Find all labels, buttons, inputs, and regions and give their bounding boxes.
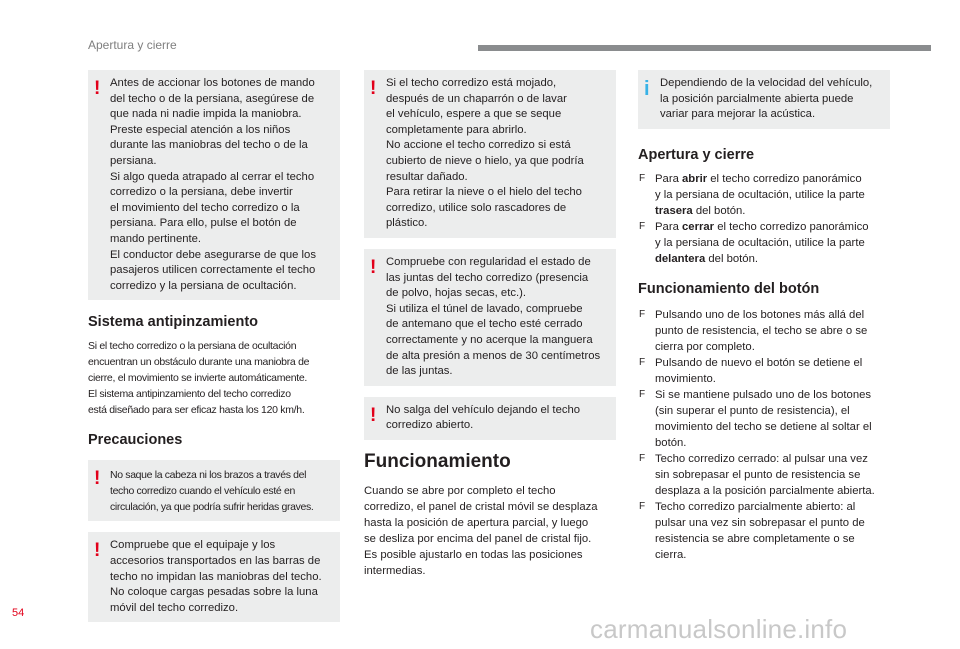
warning-box-safety (88, 70, 340, 300)
list-text: del botón. (692, 204, 746, 217)
header-bar (478, 45, 931, 51)
list-item (638, 355, 890, 387)
list-item (638, 307, 890, 355)
button-operation-list (638, 307, 890, 563)
column-left (88, 70, 340, 633)
bullet-icon: F (639, 388, 646, 400)
column-right (638, 70, 890, 563)
operation-heading: Funcionamiento (364, 450, 511, 472)
bullet-icon: F (639, 220, 646, 232)
warning-text: No salga del vehículo dejando el techo corredizo abierto. (386, 403, 581, 432)
warning-text: No saque la cabeza ni los brazos a través del techo corredizo cuando el vehículo esté en circulación, ya que podría sufrir heridas graves. (110, 469, 314, 514)
antipinch-heading: Sistema antipinzamiento (88, 314, 259, 331)
info-text: Dependiendo de la velocidad del vehículo, la posición parcialmente abierta puede variar para mejorar la acústica. (660, 77, 873, 121)
column-middle (364, 70, 616, 579)
bullet-icon: F (639, 308, 646, 320)
info-box-acoustics (638, 70, 890, 129)
bullet-icon: F (639, 500, 646, 512)
warning-box-luggage (88, 532, 340, 622)
list-item (638, 171, 890, 219)
list-text: Para (655, 220, 683, 233)
warning-box-leave-vehicle (364, 397, 616, 440)
precautions-heading: Precauciones (88, 432, 183, 449)
list-text-bold: abrir (682, 172, 708, 185)
list-text: Pulsando uno de los botones más allá del punto de resistencia, el techo se abre o se cierra por completo. (655, 308, 868, 353)
list-text: Techo corredizo parcialmente abierto: al pulsar una vez sin sobrepasar el punto de resistencia se abre completamente o se cierra. (655, 500, 865, 561)
page-number: 54 (12, 607, 25, 619)
bullet-icon: F (639, 172, 646, 184)
warning-icon: ! (94, 468, 100, 490)
list-text: Pulsando de nuevo el botón se detiene el movimiento. (655, 356, 863, 385)
list-item (638, 451, 890, 499)
list-text: Si se mantiene pulsado uno de los botones (sin superar el punto de resistencia), el movimiento del techo se detiene al soltar el botón. (655, 388, 872, 449)
warning-icon: ! (370, 78, 377, 99)
warning-text: Antes de accionar los botones de mando del techo o de la persiana, asegúrese de que nada ni nadie impida la maniobra. Preste especial atención a los niños durante las maniobras del techo o de la persiana. Si algo queda atrapado al cerrar el techo corredizo o la persiana, debe invertir el movimiento del techo corredizo o la persiana. Para ello, pulse el botón de mando pertinente. El conductor debe asegurarse de que los pasajeros utilicen correctamente el techo corredizo y la persiana de ocultación. (110, 77, 316, 292)
warning-box-seals (364, 249, 616, 386)
bullet-icon: F (639, 356, 646, 368)
list-text: el techo corredizo panorámico y la persiana de ocultación, utilice la parte (655, 220, 869, 249)
watermark: carmanualsonline.info (590, 614, 848, 644)
warning-box-wet-roof (364, 70, 616, 238)
warning-text: Compruebe con regularidad el estado de las juntas del techo corredizo (presencia de polvo, hojas secas, etc.). Si utiliza el túnel de lavado, compruebe de antemano que el techo esté cerrado correctamente y no acerque la manguera de alta presión a menos de 30 centímetros de las juntas. (386, 255, 601, 378)
section-header-title: Apertura y cierre (88, 38, 177, 52)
warning-icon: ! (370, 404, 377, 426)
list-text: Para (655, 172, 683, 185)
antipinch-paragraph: Si el techo corredizo o la persiana de ocultación encuentran un obstáculo durante una maniobra de cierre, el movimiento se invierte automáticamente. El sistema antipinzamiento del techo corredizo está diseñado para ser eficaz hasta los 120 km/h. (88, 340, 310, 417)
list-item (638, 499, 890, 563)
warning-text: Si el techo corredizo está mojado, después de un chaparrón o de lavar el vehículo, espere a que se seque completamente para abrirlo. No accione el techo corredizo si está cubierto de nieve o hielo, ya que podría resultar dañado. Para retirar la nieve o el hielo del techo corredizo, utilice solo rascadores de plástico. (386, 77, 584, 230)
list-item (638, 387, 890, 451)
operation-paragraph: Cuando se abre por completo el techo corredizo, el panel de cristal móvil se desplaza hasta la posición de apertura parcial, y luego se desliza por encima del panel de cristal fijo. Es posible ajustarlo en todas las posiciones intermedias. (364, 484, 598, 577)
bullet-icon: F (639, 452, 646, 464)
list-text: Techo corredizo cerrado: al pulsar una vez sin sobrepasar el punto de resistencia se desplaza a la posición parcialmente abierta. (655, 452, 875, 497)
list-text-bold: delantera (655, 252, 706, 265)
open-close-list (638, 171, 890, 267)
button-operation-heading: Funcionamiento del botón (638, 280, 820, 297)
list-text-bold: trasera (655, 204, 693, 217)
list-text: del botón. (705, 252, 758, 265)
list-item (638, 219, 890, 267)
warning-icon: ! (94, 78, 101, 99)
list-text: el techo corredizo panorámico y la persiana de ocultación, utilice la parte (655, 172, 865, 201)
open-close-heading: Apertura y cierre (638, 146, 755, 163)
list-text-bold: cerrar (682, 220, 715, 233)
warning-text: Compruebe que el equipaje y los accesorios transportados en las barras de techo no impidan las maniobras del techo. No coloque cargas pesadas sobre la luna móvil del techo corredizo. (110, 539, 322, 614)
warning-box-head-arms (88, 460, 340, 521)
warning-icon: ! (94, 540, 101, 562)
info-icon: i (644, 78, 650, 100)
warning-icon: ! (370, 256, 377, 278)
